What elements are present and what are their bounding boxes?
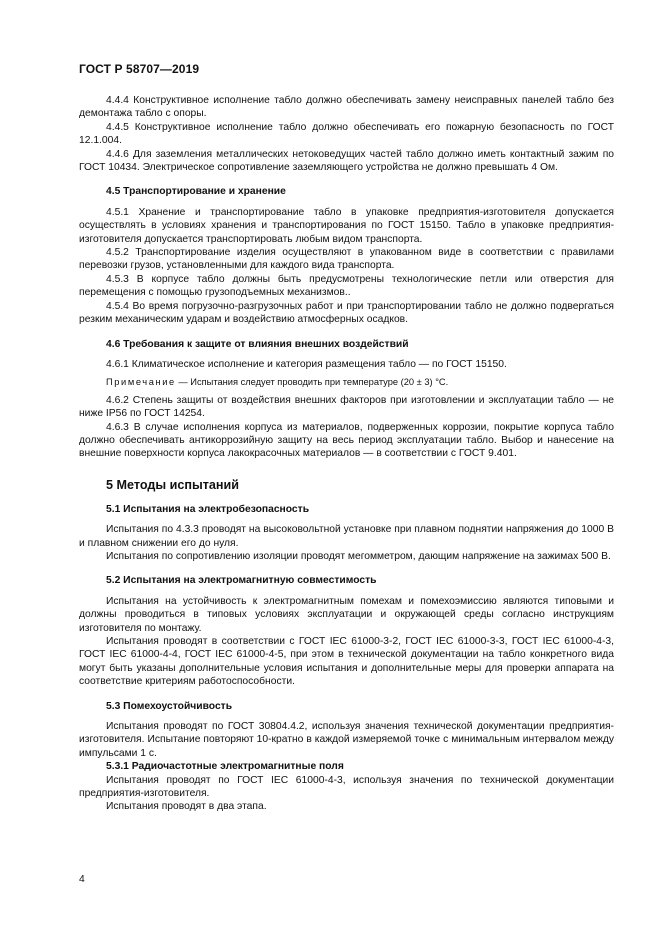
document-body (79, 94, 614, 814)
section-heading-4-5: 4.5 Транспортирование и хранение (106, 186, 286, 198)
paragraph-5-2-a: Испытания на устойчивость к электромагнитным помехам и помехоэмиссию являются типовыми и должны проводиться в типовых условиях эксплуатации и окружающей среды согласно инструкциям изготовителя по монтажу. (79, 595, 614, 634)
paragraph-4-4-6: 4.4.6 Для заземления металлических нетоковедущих частей табло должно иметь контактный зажим по ГОСТ 10434. Электрическое сопротивление заземляющего устройства не должно превышать 4 Ом. (79, 148, 614, 174)
paragraph-5-3-1-b: Испытания проводят в два этапа. (106, 801, 267, 813)
section-heading-5-2: 5.2 Испытания на электромагнитную совместимость (106, 575, 377, 587)
paragraph-5-1-a: Испытания по 4.3.3 проводят на высоковольтной установке при плавном поднятии напряжения до 1000 В и плавном снижении его до нуля. (79, 524, 614, 549)
note (79, 376, 614, 388)
paragraph-5-1-b: Испытания по сопротивлению изоляции проводят мегомметром, дающим напряжение на зажимах 500 В. (106, 550, 611, 562)
section-heading-5-3-1: 5.3.1 Радиочастотные электромагнитные поля (106, 761, 344, 773)
paragraph-4-5-3: 4.5.3 В корпусе табло должны быть предусмотрены технологические петли или отверстия для перемещения с помощью грузоподъемных механизмов.. (79, 273, 614, 299)
paragraph-5-3-a: Испытания проводят по ГОСТ 30804.4.2, используя значения технической документации предприятия-изготовителя. Испытание повторяют 10-кратно в каждой измеряемой точке с минимальным интервалом между импульсами 1 с. (79, 721, 614, 759)
section-heading-5-1: 5.1 Испытания на электробезопасность (106, 503, 310, 515)
paragraph-5-2-b: Испытания проводят в соответствии с ГОСТ IEC 61000-3-2, ГОСТ IEC 61000-3-3, ГОСТ IEC 61000-4-3, ГОСТ IEC 61000-4-4, ГОСТ IEC 61000-4-5, при этом в технической документации на табло конкретного вида могут быть указаны дополнительные условия испытания и дополнительные меры для проверки аппарата на соответствие критериям работоспособности. (79, 636, 614, 688)
note-label: Примечание (106, 377, 176, 388)
paragraph-4-4-4: 4.4.4 Конструктивное исполнение табло должно обеспечивать замену неисправных панелей табло без демонтажа табло с опоры. (79, 95, 614, 120)
paragraph-4-6-2: 4.6.2 Степень защиты от воздействия внешних факторов при изготовлении и эксплуатации табло — не ниже IP56 по ГОСТ 14254. (79, 394, 614, 420)
page-number: 4 (79, 874, 85, 885)
section-heading-4-6: 4.6 Требования к защите от влияния внешних воздействий (106, 338, 409, 350)
paragraph-4-4-5: 4.4.5 Конструктивное исполнение табло должно обеспечивать его пожарную безопасность по ГОСТ 12.1.004. (79, 121, 614, 147)
paragraph-4-5-2: 4.5.2 Транспортирование изделия осуществляют в упакованном виде в соответствии с правилами перевозки грузов, установленными для каждого вида транспорта. (79, 247, 614, 272)
section-heading-5-3: 5.3 Помехоустойчивость (106, 700, 233, 712)
paragraph-4-5-1: 4.5.1 Хранение и транспортирование табло в упаковке предприятия-изготовителя допускается осуществлять в условиях хранения и транспортирования по ГОСТ 15150. Табло в упаковке предприятия-изготовителя допускается транспортировать любым видом транспорта. (79, 206, 614, 245)
paragraph-4-6-3: 4.6.3 В случае исполнения корпуса из материалов, подверженных коррозии, покрытие корпуса табло должно обеспечивать антикоррозийную защиту на весь период эксплуатации табло. Выбор и нанесение на внешние поверхности корпуса лакокрасочных материалов — в соответствии с ГОСТ 9.401. (79, 421, 614, 460)
section-heading-5: 5 Методы испытаний (106, 477, 239, 492)
document-header: ГОСТ Р 58707—2019 (79, 62, 200, 76)
note-text: — Испытания следует проводить при температуре (20 ± 3) °С. (175, 377, 449, 388)
paragraph-4-6-1: 4.6.1 Климатическое исполнение и категория размещения табло — по ГОСТ 15150. (106, 358, 507, 370)
paragraph-5-3-1-a: Испытания проводят по ГОСТ IEC 61000-4-3, используя значения по технической документации предприятия-изготовителя. (79, 774, 614, 800)
paragraph-4-5-4: 4.5.4 Во время погрузочно-разгрузочных работ и при транспортировании табло не должно подвергаться резким механическим ударам и воздействию атмосферных осадков. (79, 300, 614, 326)
